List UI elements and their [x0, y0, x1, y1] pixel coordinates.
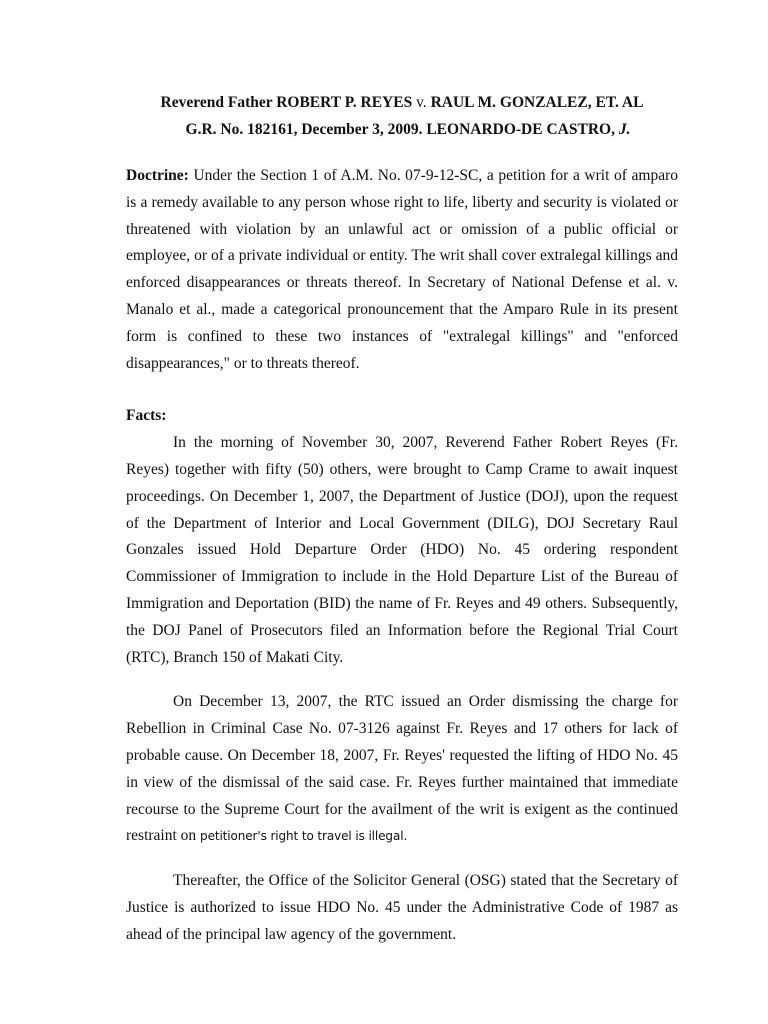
case-title-versus: v. — [416, 94, 427, 111]
facts-paragraph-2-main: On December 13, 2007, the RTC issued an Order dismissing the charge for Rebellion in Criminal Case No. 07-3126 against Fr. Reyes and 17 others for lack of probable cause. On December 18, 2007, Fr. Reyes' requested the lifting of HDO No. 45 in view of the dismissal of the said case. Fr. Reyes further maintained that immediate recourse to the Supreme Court for the availment of the writ is exigent as the continued restraint on — [126, 693, 678, 845]
case-title-parties-a: Reverend Father ROBERT P. REYES — [160, 94, 417, 111]
facts-paragraph-2 — [126, 689, 678, 850]
doctrine-paragraph — [126, 163, 678, 377]
facts-paragraph-3: Thereafter, the Office of the Solicitor General (OSG) stated that the Secretary of Justice is authorized to issue HDO No. 45 under the Administrative Code of 1987 as ahead of the principal law agency of the government. — [126, 872, 678, 943]
case-citation — [138, 116, 678, 143]
doctrine-label: Doctrine: — [126, 167, 189, 184]
case-citation-text: G.R. No. 182161, December 3, 2009. LEONARDO-DE CASTRO, — [185, 121, 619, 138]
facts-paragraph-1: In the morning of November 30, 2007, Reverend Father Robert Reyes (Fr. Reyes) together with fifty (50) others, were brought to Camp Crame to await inquest proceedings. On December 1, 2007, the Department of Justice (DOJ), upon the request of the Department of Interior and Local Government (DILG), DOJ Secretary Raul Gonzales issued Hold Departure Order (HDO) No. 45 ordering respondent Commissioner of Immigration to include in the Hold Departure List of the Bureau of Immigration and Deportation (BID) the name of Fr. Reyes and 49 others. Subsequently, the DOJ Panel of Prosecutors filed an Information before the Regional Trial Court (RTC), Branch 150 of Makati City. — [126, 434, 678, 666]
doctrine-text: Under the Section 1 of A.M. No. 07-9-12-SC, a petition for a writ of amparo is a remedy available to any person whose right to life, liberty and security is violated or threatened with violation by an unlawful act or omission of a public official or employee, or of a private individual or entity. The writ shall cover extralegal killings and enforced disappearances or threats thereof. In Secretary of National Defense et al. v. Manalo et al., made a categorical pronouncement that the Amparo Rule in its present form is confined to these two instances of "extralegal killings" and "enforced disappearances," or to threats thereof. — [126, 167, 678, 372]
facts-heading: Facts: — [126, 407, 167, 425]
case-title — [126, 89, 678, 116]
case-title-parties-b: RAUL M. GONZALEZ, ET. AL — [426, 94, 644, 111]
facts-paragraph-2-tail: petitioner's right to travel is illegal. — [200, 829, 408, 844]
case-citation-judge: J. — [618, 121, 631, 138]
